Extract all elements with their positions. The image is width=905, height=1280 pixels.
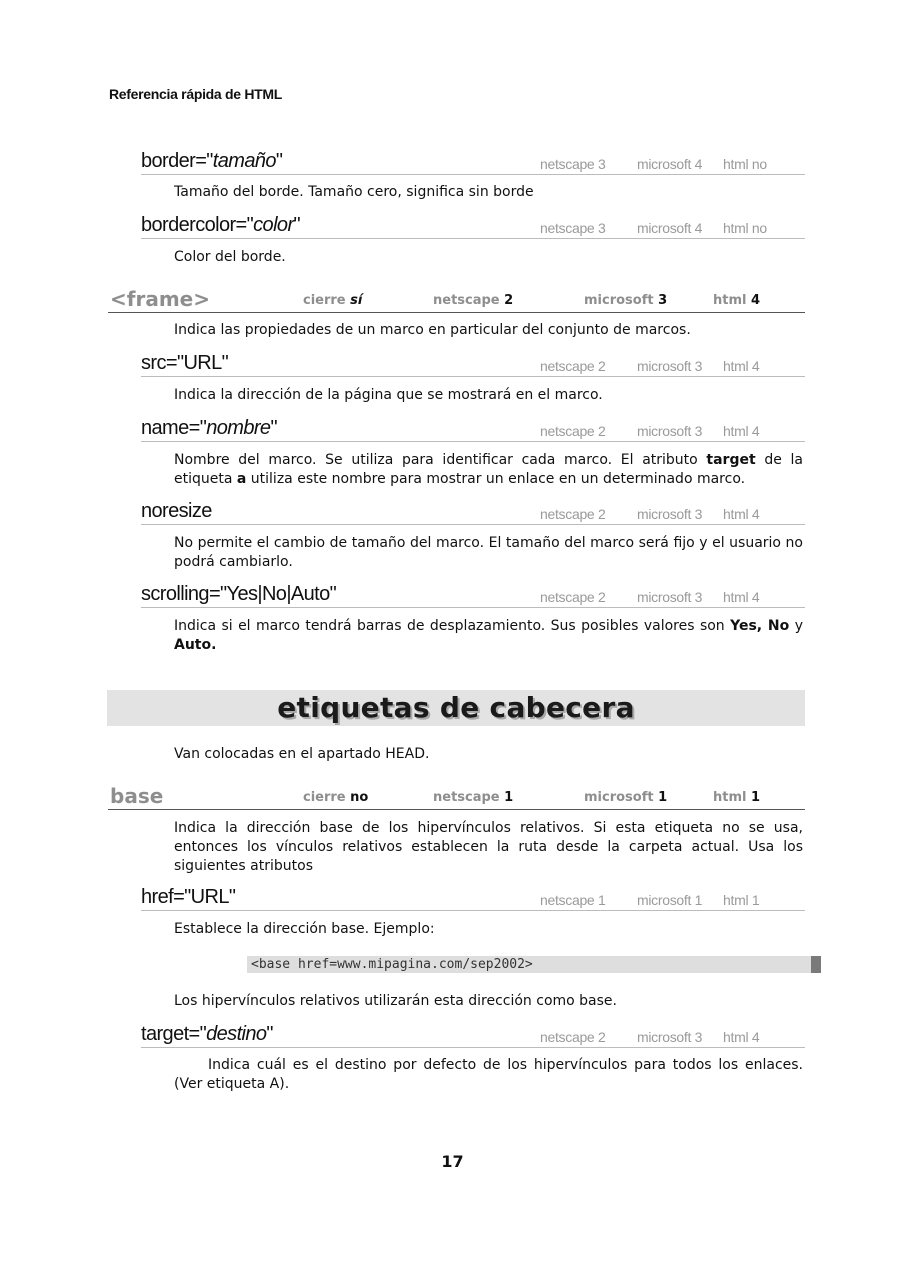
- html-version: html 1: [723, 892, 760, 908]
- html-version: html 4: [723, 506, 760, 522]
- microsoft-version: microsoft 3: [637, 1029, 703, 1045]
- section-header: [107, 690, 805, 726]
- html-version: html 4: [723, 1029, 760, 1045]
- attribute-row-bordercolor: [141, 214, 805, 239]
- attribute-description: Tamaño del borde. Tamaño cero, significa sin borde: [174, 184, 534, 200]
- tag-netscape: netscape 1: [433, 790, 514, 805]
- html-version: html 4: [723, 589, 760, 605]
- netscape-version: netscape 2: [540, 1029, 606, 1045]
- tag-description: Indica la dirección base de los hipervínculos relativos. Si esta etiqueta no se usa, entonces los vínculos relativos establecen la ruta desde la carpeta actual. Usa los siguientes atributos: [174, 820, 803, 874]
- tag-description: Indica las propiedades de un marco en particular del conjunto de marcos.: [174, 322, 691, 338]
- attribute-description: No permite el cambio de tamaño del marco. El tamaño del marco será fijo y el usuario no podrá cambiarlo.: [174, 535, 803, 570]
- microsoft-version: microsoft 3: [637, 423, 703, 439]
- html-version: html no: [723, 220, 767, 236]
- attribute-row-src: [141, 352, 805, 377]
- html-version: html 4: [723, 423, 760, 439]
- attribute-description: Nombre del marco. Se utiliza para identificar cada marco. El atributo target de la etiqueta a utiliza este nombre para mostrar un enlace en un determinado marco.: [174, 452, 803, 487]
- tag-cierre: cierre sí: [303, 293, 363, 308]
- netscape-version: netscape 2: [540, 589, 606, 605]
- microsoft-version: microsoft 4: [637, 156, 703, 172]
- attribute-description: Indica la dirección de la página que se mostrará en el marco.: [174, 387, 603, 403]
- attribute-name: scrolling="Yes|No|Auto": [141, 583, 337, 605]
- attribute-name: noresize: [141, 500, 212, 522]
- section-title: etiquetas de cabecera: [277, 691, 635, 724]
- netscape-version: netscape 3: [540, 156, 606, 172]
- code-bar-marker: [811, 956, 821, 973]
- netscape-version: netscape 2: [540, 423, 606, 439]
- attribute-row-href: [141, 886, 805, 911]
- page-number: 17: [441, 1152, 464, 1171]
- section-intro: Van colocadas en el apartado HEAD.: [174, 746, 430, 762]
- attribute-description: Indica si el marco tendrá barras de desplazamiento. Sus posibles valores son Yes, No y Auto.: [174, 618, 803, 653]
- code-example: [247, 956, 821, 973]
- attribute-name: bordercolor="color": [141, 214, 301, 236]
- code-text: <base href=www.mipagina.com/sep2002>: [251, 957, 533, 972]
- tag-netscape: netscape 2: [433, 293, 514, 308]
- netscape-version: netscape 1: [540, 892, 606, 908]
- microsoft-version: microsoft 3: [637, 506, 703, 522]
- html-version: html 4: [723, 358, 760, 374]
- netscape-version: netscape 2: [540, 506, 606, 522]
- tag-row-frame: [108, 286, 805, 313]
- tag-name: base: [110, 784, 164, 808]
- attribute-row-scrolling: [141, 583, 805, 608]
- attribute-description: Indica cuál es el destino por defecto de los hipervínculos para todos los enlaces. (Ver etiqueta A).: [174, 1057, 803, 1092]
- attribute-row-name: [141, 417, 805, 442]
- tag-html: html 1: [713, 790, 761, 805]
- tag-name: <frame>: [110, 287, 210, 311]
- tag-cierre: cierre no: [303, 790, 369, 805]
- attribute-name: border="tamaño": [141, 150, 283, 172]
- tag-microsoft: microsoft 1: [584, 790, 668, 805]
- microsoft-version: microsoft 1: [637, 892, 703, 908]
- microsoft-version: microsoft 4: [637, 220, 703, 236]
- running-head: Referencia rápida de HTML: [109, 86, 282, 102]
- code-explanation: Los hipervínculos relativos utilizarán esta dirección como base.: [174, 993, 617, 1009]
- attribute-name: href="URL": [141, 886, 236, 908]
- attribute-name: name="nombre": [141, 417, 277, 439]
- tag-row-base: [108, 783, 805, 810]
- html-version: html no: [723, 156, 767, 172]
- attribute-description: Establece la dirección base. Ejemplo:: [174, 921, 435, 937]
- netscape-version: netscape 3: [540, 220, 606, 236]
- microsoft-version: microsoft 3: [637, 589, 703, 605]
- microsoft-version: microsoft 3: [637, 358, 703, 374]
- tag-microsoft: microsoft 3: [584, 293, 668, 308]
- netscape-version: netscape 2: [540, 358, 606, 374]
- attribute-name: target="destino": [141, 1023, 273, 1045]
- tag-html: html 4: [713, 293, 761, 308]
- attribute-row-noresize: [141, 500, 805, 525]
- attribute-name: src="URL": [141, 352, 229, 374]
- attribute-row-border: [141, 150, 805, 175]
- attribute-description: Color del borde.: [174, 249, 286, 265]
- attribute-row-target: [141, 1023, 805, 1048]
